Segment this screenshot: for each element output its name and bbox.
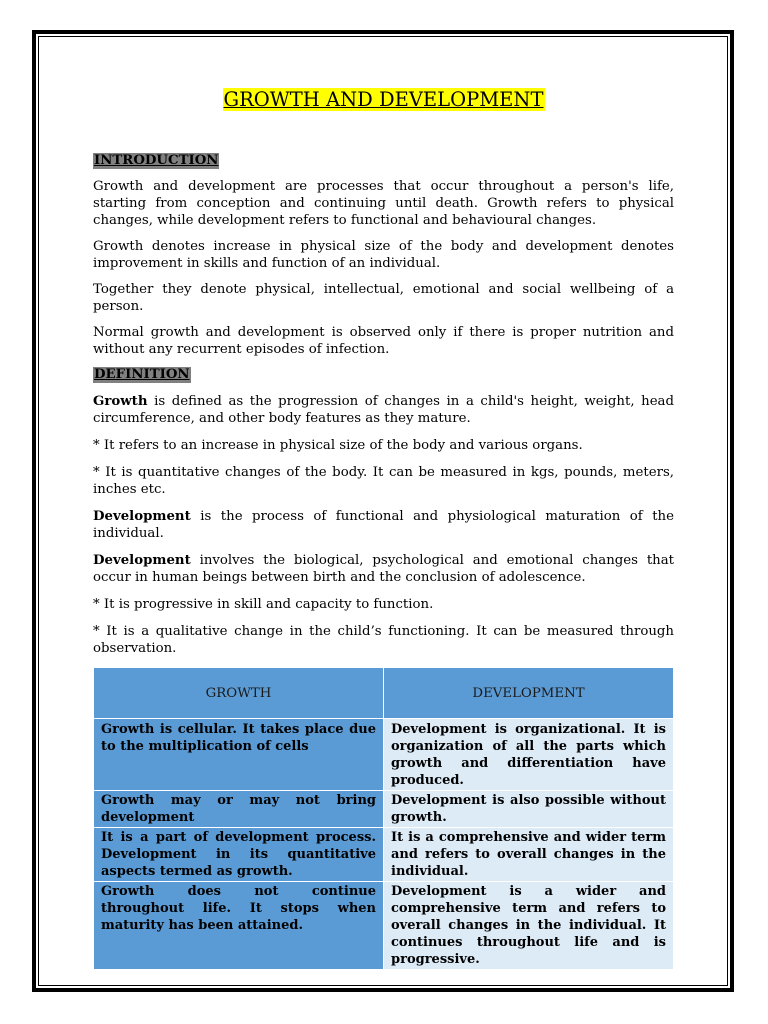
title-block bbox=[93, 88, 674, 112]
development-definition-1-text: is the process of functional and physiological maturation of the individual. bbox=[93, 509, 674, 541]
intro-paragraph-2: Growth denotes increase in physical size of the body and development denotes improvement in skills and function of an individual. bbox=[93, 239, 674, 271]
development-definition-2-text: involves the biological, psychological and emotional changes that occur in human beings between birth and the conclusion of adolescence. bbox=[93, 553, 674, 585]
growth-cell: Growth is cellular. It takes place due to the multiplication of cells bbox=[94, 719, 384, 791]
introduction-section bbox=[93, 152, 674, 358]
document-body bbox=[93, 88, 674, 970]
development-cell: It is a comprehensive and wider term and refers to overall changes in the individual. bbox=[384, 828, 674, 882]
growth-cell: It is a part of development process. Development in its quantitative aspects termed as growth. bbox=[94, 828, 384, 882]
definition-heading: DEFINITION bbox=[94, 367, 190, 382]
growth-cell: Growth does not continue throughout life. It stops when maturity has been attained. bbox=[94, 882, 384, 970]
table-row bbox=[94, 719, 674, 791]
table-header-row bbox=[94, 668, 674, 719]
intro-paragraph-3: Together they denote physical, intellectual, emotional and social wellbeing of a person. bbox=[93, 282, 674, 314]
table-row bbox=[94, 791, 674, 828]
development-term-1: Development bbox=[93, 509, 191, 524]
intro-paragraph-1: Growth and development are processes that occur throughout a person's life, starting from conception and continuing until death. Growth refers to physical changes, while development refers to functional and behavioural changes. bbox=[93, 179, 674, 228]
development-definition-2 bbox=[93, 552, 674, 586]
development-column-header: DEVELOPMENT bbox=[384, 668, 674, 719]
growth-cell: Growth may or may not bring development bbox=[94, 791, 384, 828]
growth-term: Growth bbox=[93, 394, 148, 409]
development-point-2: * It is a qualitative change in the child’s functioning. It can be measured through observation. bbox=[93, 624, 674, 656]
definition-section bbox=[93, 366, 674, 657]
growth-point-2: * It is quantitative changes of the body. It can be measured in kgs, pounds, meters, inches etc. bbox=[93, 465, 674, 497]
development-definition-1 bbox=[93, 508, 674, 542]
development-point-1: * It is progressive in skill and capacity to function. bbox=[93, 597, 434, 612]
growth-point-1: * It refers to an increase in physical size of the body and various organs. bbox=[93, 438, 583, 453]
growth-definition-text: is defined as the progression of changes in a child's height, weight, head circumference, and other body features as they mature. bbox=[93, 394, 674, 426]
document-title: GROWTH AND DEVELOPMENT bbox=[223, 88, 544, 111]
growth-column-header: GROWTH bbox=[94, 668, 384, 719]
table-row bbox=[94, 882, 674, 970]
comparison-table bbox=[93, 667, 674, 970]
development-cell: Development is organizational. It is organization of all the parts which growth and differentiation have produced. bbox=[384, 719, 674, 791]
development-cell: Development is a wider and comprehensive term and refers to overall changes in the individual. It continues throughout life and is progressive. bbox=[384, 882, 674, 970]
development-term-2: Development bbox=[93, 553, 191, 568]
table-row bbox=[94, 828, 674, 882]
introduction-heading: INTRODUCTION bbox=[94, 153, 219, 168]
growth-definition bbox=[93, 393, 674, 427]
intro-paragraph-4: Normal growth and development is observed only if there is proper nutrition and without any recurrent episodes of infection. bbox=[93, 325, 674, 357]
development-cell: Development is also possible without growth. bbox=[384, 791, 674, 828]
